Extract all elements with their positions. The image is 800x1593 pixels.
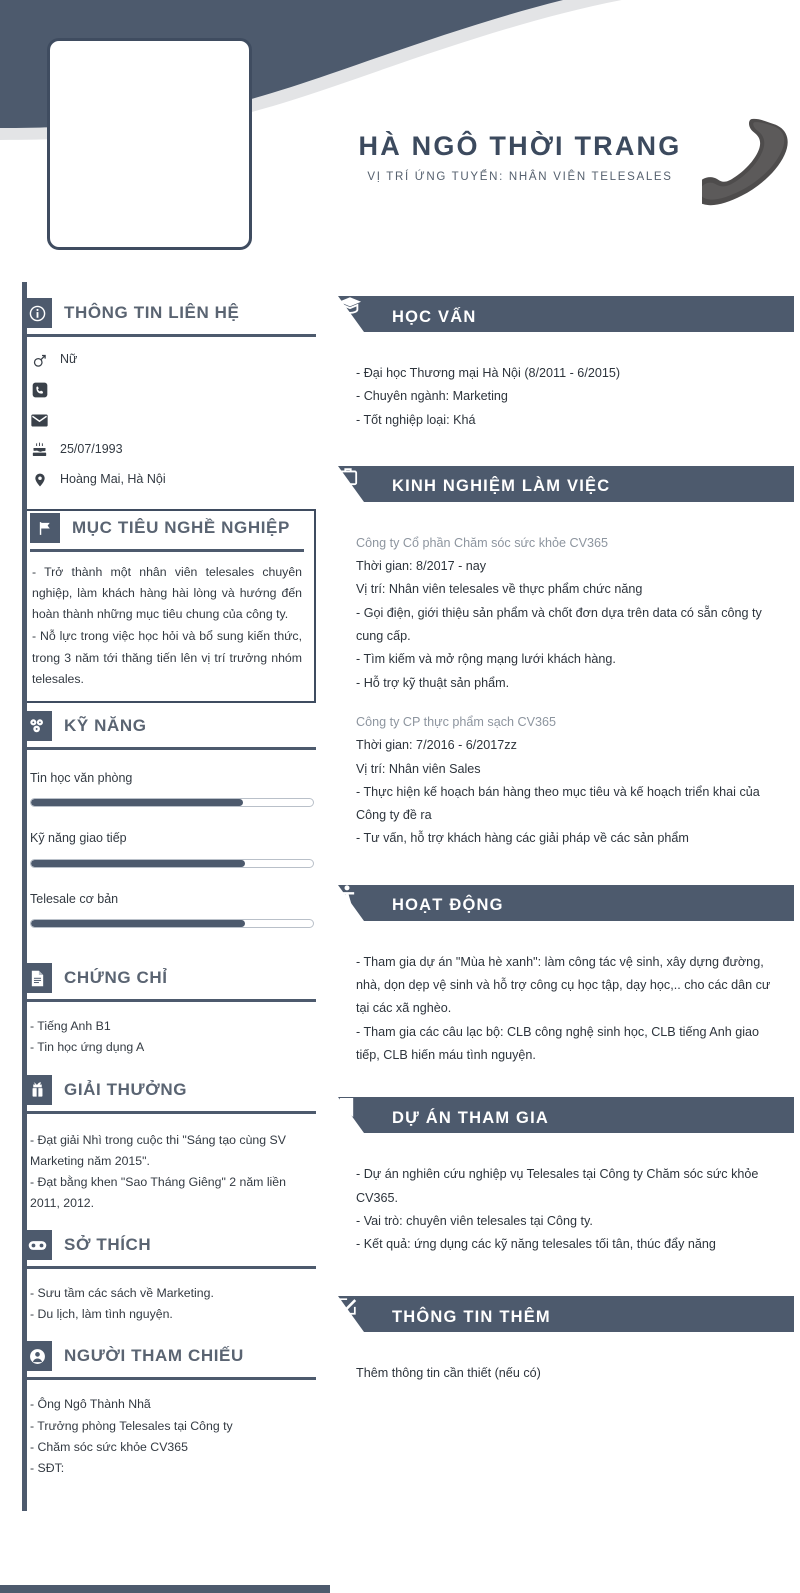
cv-sidebar <box>0 282 330 1511</box>
certificate-item: - Tin học ứng dụng A <box>30 1040 145 1055</box>
section-references <box>0 1339 330 1493</box>
document-icon <box>22 963 52 993</box>
job-duty: - Tìm kiếm và mở rộng mạng lưới khách hàng. <box>356 652 616 667</box>
contact-value-birthday: 25/07/1993 <box>60 442 123 457</box>
section-title-awards: GIẢI THƯỞNG <box>64 1079 188 1099</box>
education-body <box>338 340 794 440</box>
contact-value-gender: Nữ <box>60 352 78 367</box>
profile-photo-placeholder[interactable] <box>47 38 252 250</box>
reference-item: - SĐT: <box>30 1460 65 1475</box>
award-item: - Đạt giải Nhì trong cuộc thi "Sáng tạo cùng SV Marketing năm 2015". <box>30 1132 286 1168</box>
certificate-item: - Tiếng Anh B1 <box>30 1019 111 1034</box>
skill-progress-bar <box>30 859 314 868</box>
skill-progress-bar <box>30 798 314 807</box>
experience-body <box>338 510 794 859</box>
phone-icon <box>30 382 49 398</box>
section-title-skills: KỸ NĂNG <box>64 715 147 735</box>
contact-row-gender <box>30 345 314 375</box>
skill-progress-bar <box>30 919 314 928</box>
projects-body <box>338 1141 794 1264</box>
gender-icon <box>30 352 49 369</box>
job-company: Công ty CP thực phẩm sạch CV365 <box>356 714 557 729</box>
additional-body <box>338 1340 794 1393</box>
skill-label: Kỹ năng giao tiếp <box>30 831 127 846</box>
contact-row-phone <box>30 375 314 405</box>
section-title-references: NGƯỜI THAM CHIẾU <box>64 1346 244 1366</box>
job-duty: - Gọi điện, giới thiệu sản phẩm và chốt đơn dựa trên data có sẵn công ty cung cấp. <box>356 605 762 644</box>
gamepad-icon <box>22 1230 52 1260</box>
job-time: Thời gian: 7/2016 - 6/2017zz <box>356 738 517 753</box>
contact-row-birthday <box>30 435 314 465</box>
hobby-item: - Du lịch, làm tình nguyện. <box>30 1307 173 1322</box>
skill-label: Tin học văn phòng <box>30 770 133 785</box>
section-banner-activities <box>338 885 794 927</box>
award-item: - Đạt bằng khen "Sao Tháng Giêng" 2 năm liền 2011, 2012. <box>30 1174 286 1211</box>
section-title-experience: KINH NGHIỆM LÀM VIỆC <box>392 477 611 496</box>
education-item: - Chuyên ngành: Marketing <box>356 389 508 404</box>
section-additional <box>338 1296 794 1393</box>
section-banner-projects <box>338 1097 794 1139</box>
section-experience <box>338 466 794 859</box>
section-title-certificates: CHỨNG CHỈ <box>64 968 168 988</box>
objective-paragraph: - Nỗ lực trong việc học hỏi và bổ sung kiến thức, trong 3 năm tới thăng tiến lên vị trí trưởng nhóm telesales. <box>32 629 302 686</box>
section-banner-additional <box>338 1296 794 1338</box>
phone-handset-icon <box>702 100 792 240</box>
section-title-objective: MỤC TIÊU NGHỀ NGHIỆP <box>72 518 290 537</box>
job-duty: - Thực hiện kế hoạch bán hàng theo mục tiêu và kế hoạch triển khai của Công ty đề ra <box>356 784 760 823</box>
section-awards <box>0 1073 330 1229</box>
section-education <box>338 282 794 440</box>
reference-item: - Ông Ngô Thành Nhã <box>30 1397 151 1412</box>
education-item: - Đại học Thương mại Hà Nội (8/2011 - 6/2015) <box>356 366 621 380</box>
skill-item <box>30 766 314 808</box>
contact-row-location <box>30 465 314 495</box>
cv-header <box>0 0 800 282</box>
contact-row-email <box>30 405 314 435</box>
project-item: - Dự án nghiên cứu nghiệp vụ Telesales tại Công ty Chăm sóc sức khỏe CV365. <box>356 1167 759 1205</box>
cv-body <box>0 282 800 1511</box>
section-objective <box>22 509 316 703</box>
section-title-projects: DỰ ÁN THAM GIA <box>392 1108 549 1127</box>
section-title-contact: THÔNG TIN LIÊN HỆ <box>64 303 240 322</box>
sidebar-accent-rail <box>22 282 27 1511</box>
section-title-activities: HOẠT ĐỘNG <box>392 896 504 915</box>
skill-blocks-icon <box>22 711 52 741</box>
section-banner-education <box>338 296 794 338</box>
candidate-name: HÀ NGÔ THỜI TRANG <box>358 131 682 161</box>
section-hobbies <box>0 1228 330 1339</box>
job-role: Vị trí: Nhân viên Sales <box>356 761 481 776</box>
gift-trophy-icon <box>22 1075 52 1105</box>
contact-value-location: Hoàng Mai, Hà Nội <box>60 472 166 487</box>
applied-position: VỊ TRÍ ỨNG TUYỂN: NHÂN VIÊN TELESALES <box>367 171 673 183</box>
flag-icon <box>30 513 60 543</box>
activity-item: - Tham gia các câu lạc bộ: CLB công nghệ sinh học, CLB tiếng Anh giao tiếp, CLB hiến máu tình nguyện. <box>356 1024 760 1062</box>
section-banner-experience <box>338 466 794 508</box>
section-contact <box>0 282 330 509</box>
section-certificates <box>0 961 330 1072</box>
info-circle-icon <box>22 298 52 328</box>
section-title-additional: THÔNG TIN THÊM <box>392 1307 551 1326</box>
project-item: - Kết quả: ứng dụng các kỹ năng telesales tối tân, thúc đẩy năng <box>356 1237 716 1252</box>
location-pin-icon <box>30 471 49 489</box>
email-icon <box>30 414 49 427</box>
sidebar-footer-bar <box>0 1585 330 1593</box>
section-projects <box>338 1097 794 1264</box>
job-company: Công ty Cổ phần Chăm sóc sức khỏe CV365 <box>356 535 609 550</box>
education-item: - Tốt nghiệp loại: Khá <box>356 412 476 427</box>
project-item: - Vai trò: chuyên viên telesales tại Công ty. <box>356 1213 593 1228</box>
activities-body <box>338 929 794 1075</box>
birthday-cake-icon <box>30 442 49 458</box>
reference-item: - Chăm sóc sức khỏe CV365 <box>30 1439 188 1454</box>
activity-item: - Tham gia dự án "Mùa hè xanh": làm công tác vệ sinh, xây dựng đường, nhà, dọn dẹp vệ sinh và hỗ trợ công cụ học tập, dạy học,.. cho các dân cư tại các xã nghèo. <box>356 954 771 1016</box>
cv-main-column <box>330 282 800 1511</box>
section-skills <box>0 709 330 962</box>
reference-item: - Trưởng phòng Telesales tại Công ty <box>30 1418 233 1433</box>
skill-item <box>30 826 314 868</box>
job-duty: - Hỗ trợ kỹ thuật sản phẩm. <box>356 675 510 690</box>
section-title-hobbies: SỞ THÍCH <box>64 1235 152 1255</box>
section-title-education: HỌC VẤN <box>392 307 477 326</box>
section-activities <box>338 885 794 1075</box>
job-time: Thời gian: 8/2017 - nay <box>356 559 487 574</box>
hobby-item: - Sưu tầm các sách về Marketing. <box>30 1286 214 1301</box>
objective-paragraph: - Trở thành một nhân viên telesales chuyên nghiệp, làm khách hàng hài lòng và hướng đến hoàn thành những mục tiêu chung của công ty. <box>32 565 302 622</box>
user-circle-icon <box>22 1341 52 1371</box>
job-role: Vị trí: Nhân viên telesales về thực phẩm chức năng <box>356 582 643 597</box>
additional-text: Thêm thông tin cần thiết (nếu có) <box>356 1366 541 1381</box>
skill-item <box>30 887 314 929</box>
header-titles <box>330 131 710 183</box>
job-duty: - Tư vấn, hỗ trợ khách hàng các giải pháp về các sản phẩm <box>356 831 689 846</box>
skill-label: Telesale cơ bản <box>30 891 119 906</box>
